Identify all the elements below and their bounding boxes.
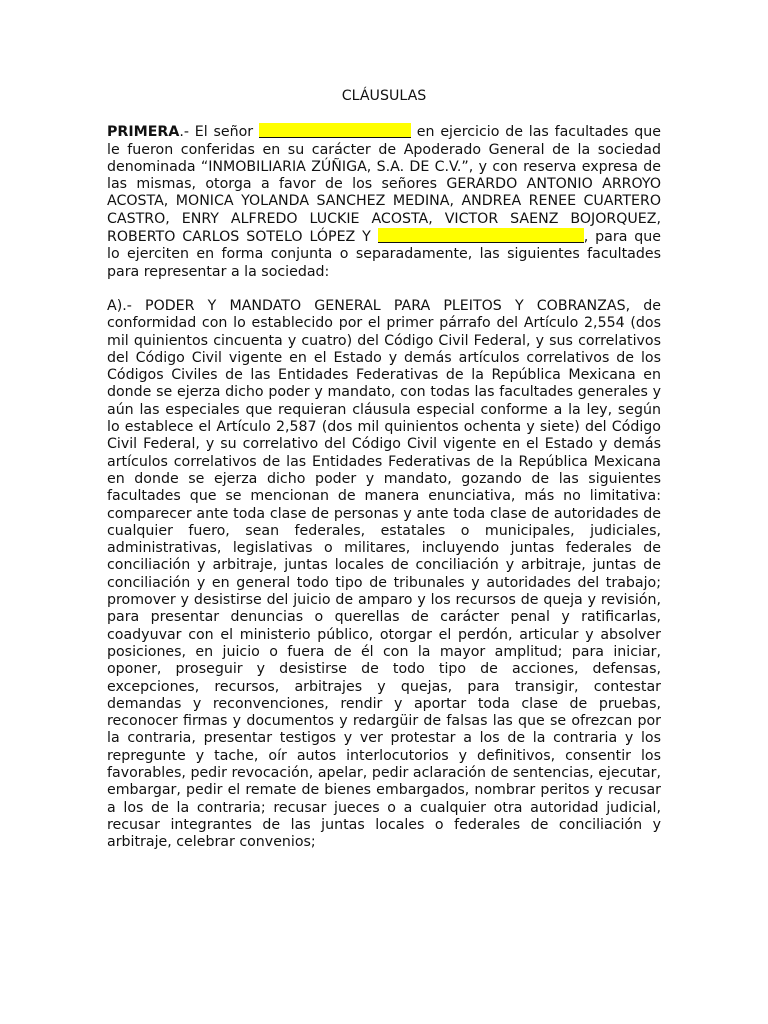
clause-primera-text-1: .- El señor bbox=[179, 124, 259, 141]
clause-a: A).- PODER Y MANDATO GENERAL PARA PLEITOS Y COBRANZAS, de conformidad con lo establecido por el primer párrafo del Artículo 2,554 (dos mil quinientos cincuenta y cuatro) del Código Civil Federal, y sus correlativos del Código Civil vigente en el Estado y demás artículos correlativos de los Códigos Civiles de las Entidades Federativas de la República Mexicana en donde se ejerza dicho poder y mandato, con todas las facultades generales y aún las especiales que requieran cláusula especial conforme a la ley, según lo establece el Artículo 2,587 (dos mil quinientos ochenta y siete) del Código Civil Federal, y su correlativo del Código Civil vigente en el Estado y demás artículos correlativos de las Entidades Federativas de la República Mexicana en donde se ejerza dicho poder y mandato, gozando de las siguientes facultades que se mencionan de manera enunciativa, más no limitativa: comparecer ante toda clase de personas y ante toda clase de autoridades de cualquier fuero, sean federales, estatales o municipales, judiciales, administrativas, legislativas o militares, incluyendo juntas federales de conciliación y arbitraje, juntas locales de conciliación y arbitraje, juntas de conciliación y en general todo tipo de tribunales y autoridades del trabajo; promover y desistirse del juicio de amparo y los recursos de queja y revisión, para presentar denuncias o querellas de carácter penal y ratificarlas, coadyuvar con el ministerio público, otorgar el perdón, articular y absolver posiciones, en juicio o fuera de él con la mayor amplitud; para iniciar, oponer, proseguir y desistirse de todo tipo de acciones, defensas, excepciones, recursos, arbitrajes y quejas, para transigir, contestar demandas y reconvenciones, rendir y aportar toda clase de pruebas, reconocer firmas y documentos y redargüir de falsas las que se ofrezcan por la contraria, presentar testigos y ver protestar a los de la contraria y los repregunte y tache, oír autos interlocutorios y definitivos, consentir los favorables, pedir revocación, apelar, pedir aclaración de sentencias, ejecutar, embargar, pedir el remate de bienes embargados, nombrar peritos y recusar a los de la contraria; recusar jueces o a cualquier otra autoridad judicial, recusar integrantes de las juntas locales o federales de conciliación y arbitraje, celebrar convenios; bbox=[107, 297, 661, 851]
clause-primera bbox=[107, 123, 661, 281]
clause-primera-text-3: , para que lo ejerciten en forma conjunta o separadamente, las siguientes facultades para representar a la sociedad: bbox=[107, 229, 662, 280]
document-page bbox=[107, 88, 661, 851]
document-title: CLÁUSULAS bbox=[341, 88, 427, 104]
highlighted-blank-attorney-field bbox=[378, 228, 584, 243]
clause-primera-lead: PRIMERA bbox=[107, 124, 180, 141]
clause-primera-text-2: en ejercicio de las facultades que le fueron conferidas en su carácter de Apoderado General de la sociedad denominada “INMOBILIARIA ZÚÑIGA, S.A. DE C.V.”, y con reserva expresa de las mismas, otorga a favor de los señores GERARDO ANTONIO ARROYO ACOSTA, MONICA YOLANDA SANCHEZ MEDINA, ANDREA RENEE CUARTERO CASTRO, ENRY ALFREDO LUCKIE ACOSTA, VICTOR SAENZ BOJORQUEZ, ROBERTO CARLOS SOTELO LÓPEZ Y bbox=[107, 124, 661, 246]
highlighted-blank-name-field bbox=[259, 123, 411, 138]
